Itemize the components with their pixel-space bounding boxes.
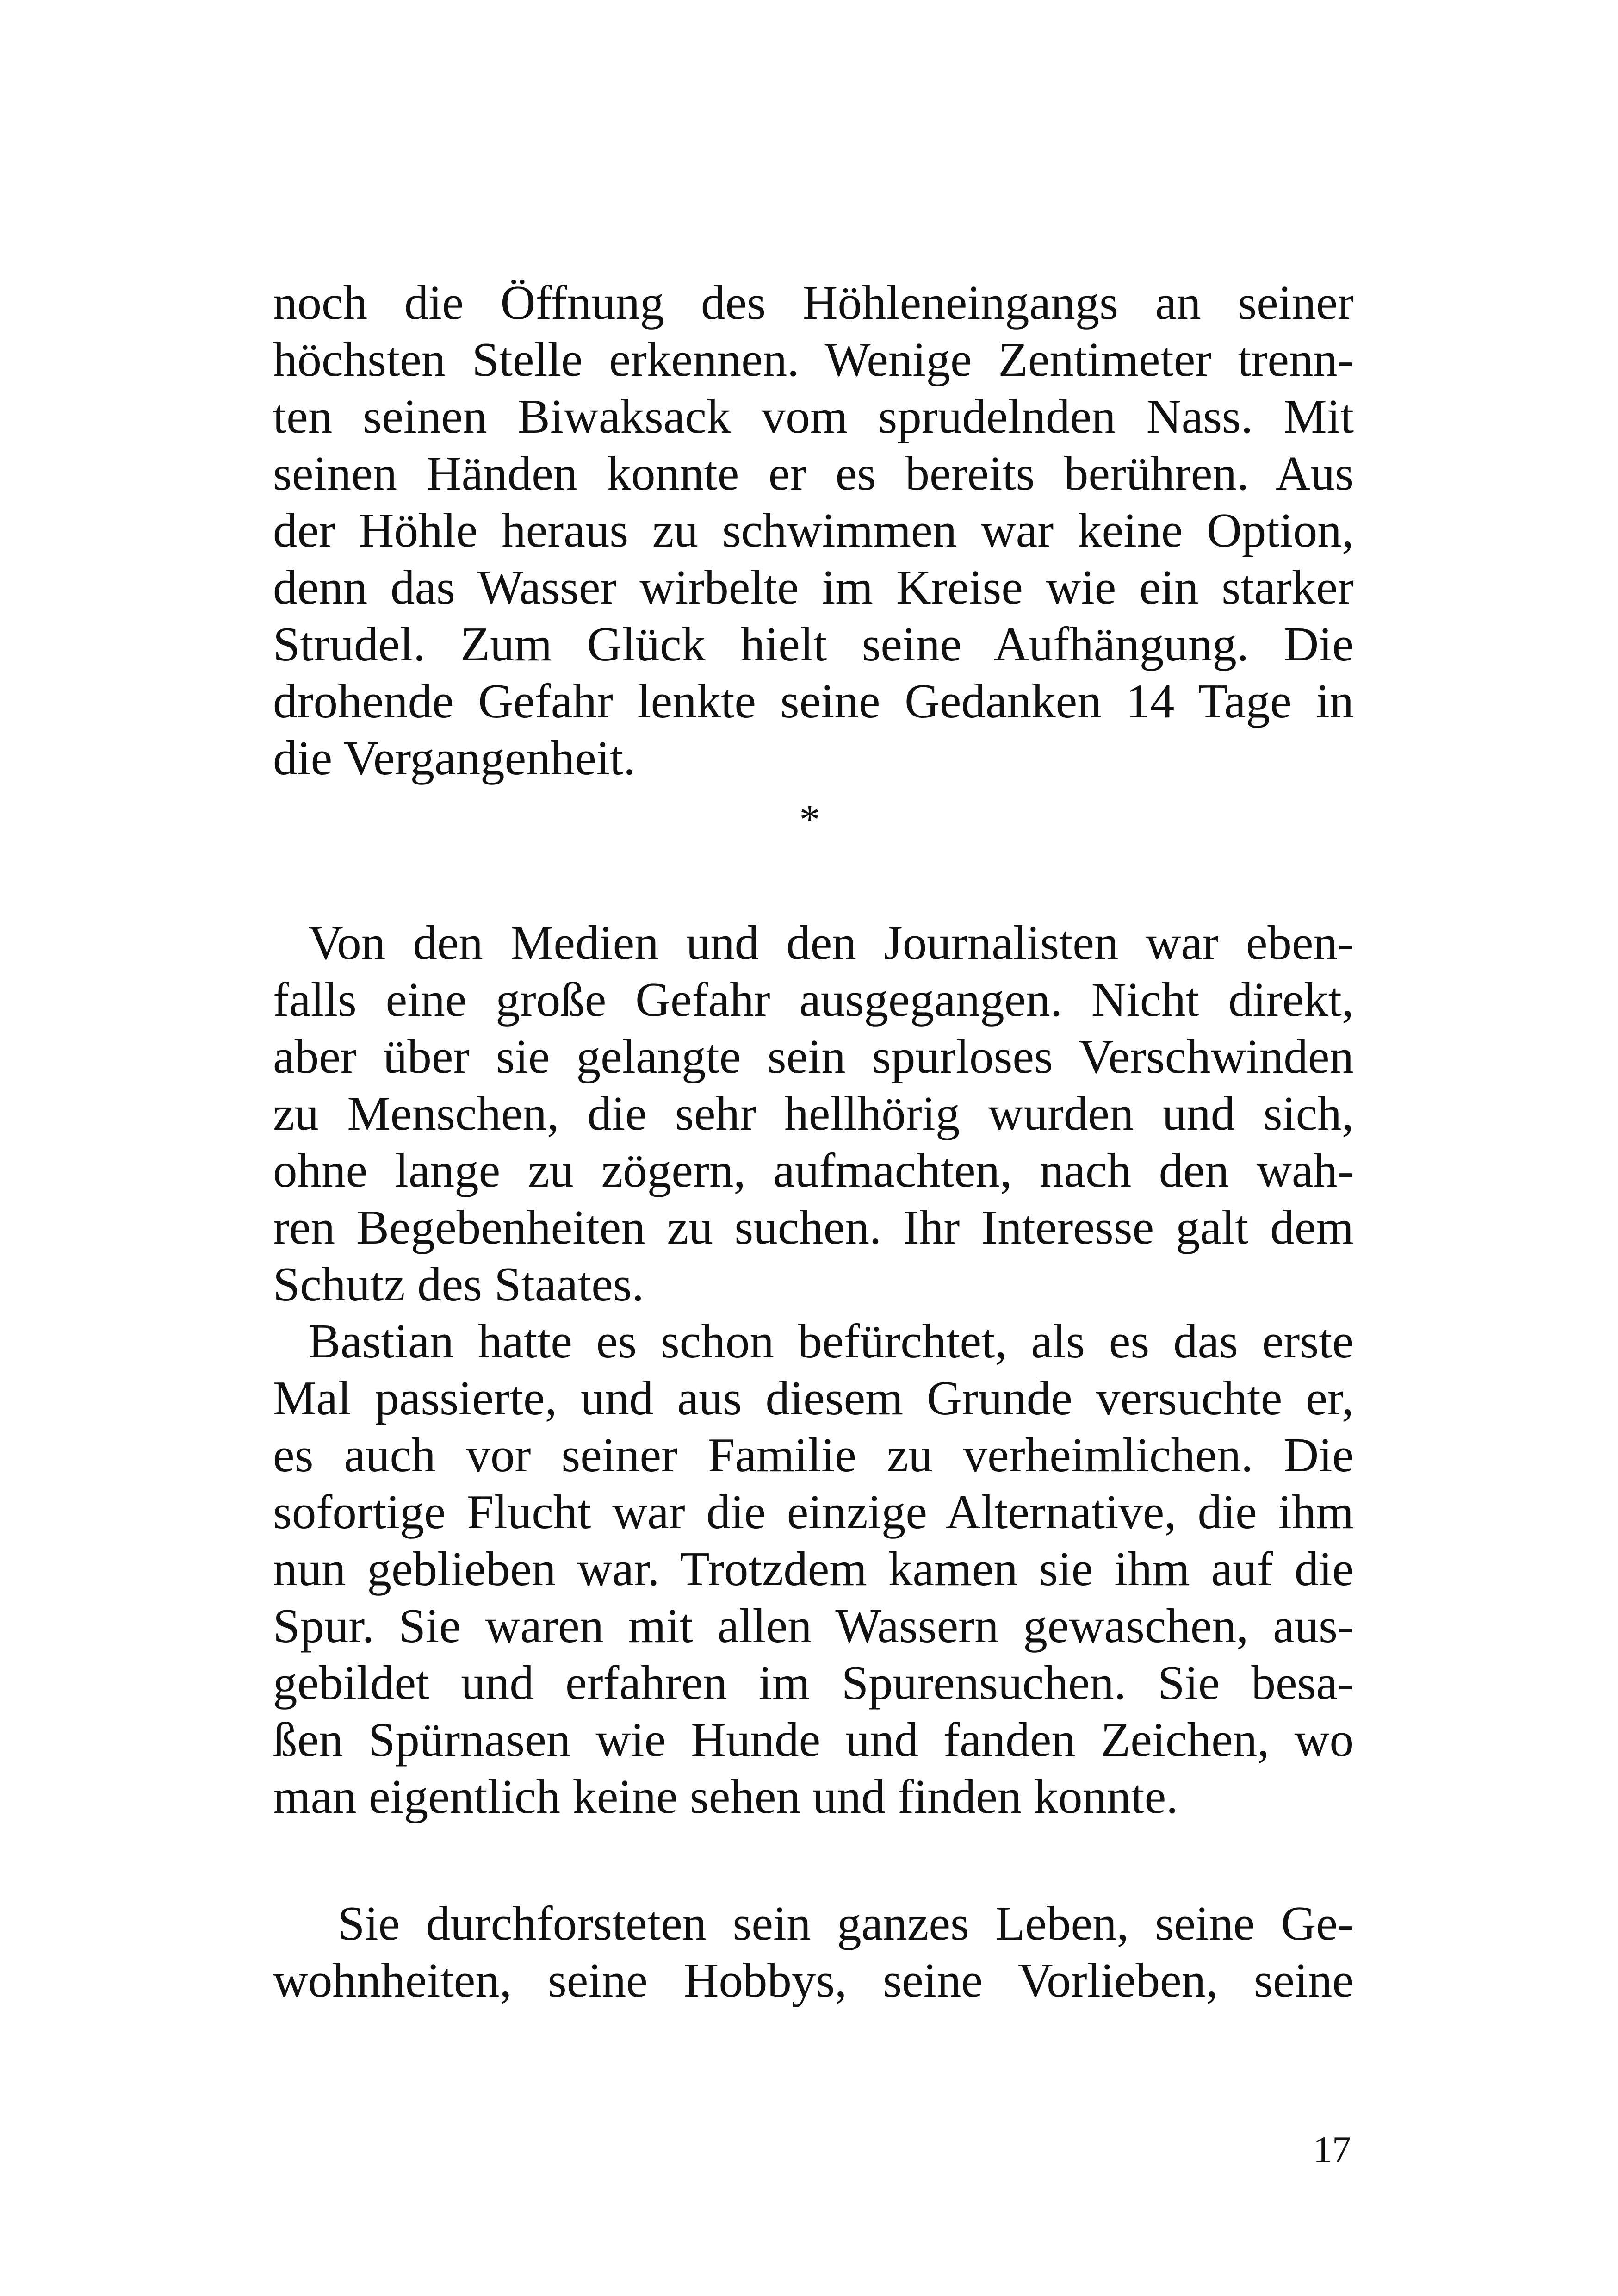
text-line: Schutz des Staates. [273, 1257, 644, 1311]
text-line: seinen Händen konnte er es bereits berühren. Aus [273, 446, 1354, 500]
text-line: denn das Wasser wirbelte im Kreise wie ein starker [273, 560, 1354, 614]
text-line: ten seinen Biwaksack vom sprudelnden Nass. Mit [273, 389, 1354, 443]
text-line: Von den Medien und den Journalisten war eben- [308, 915, 1354, 970]
text-line: die Vergangenheit. [273, 731, 636, 785]
text-line: gebildet und erfahren im Spurensuchen. Sie besa- [273, 1655, 1354, 1710]
text-line: wohnheiten, seine Hobbys, seine Vorlieben, seine [273, 1953, 1354, 2007]
text-line: drohende Gefahr lenkte seine Gedanken 14 Tage in [273, 674, 1354, 728]
text-line: nun geblieben war. Trotzdem kamen sie ihm auf die [273, 1542, 1354, 1596]
text-line: ohne lange zu zögern, aufmachten, nach den wah- [273, 1143, 1354, 1197]
text-line: aber über sie gelangte sein spurloses Verschwinden [273, 1029, 1354, 1083]
text-line: Bastian hatte es schon befürchtet, als es das erste [308, 1314, 1354, 1368]
text-line: der Höhle heraus zu schwimmen war keine Option, [273, 503, 1354, 557]
paragraph-cave [273, 274, 1354, 786]
text-line: höchsten Stelle erkennen. Wenige Zentimeter trenn- [273, 332, 1354, 386]
text-line: es auch vor seiner Familie zu verheimlichen. Die [273, 1428, 1354, 1482]
text-line: ßen Spürnasen wie Hunde und fanden Zeichen, wo [273, 1712, 1354, 1767]
paragraph-media-section [273, 914, 1354, 1825]
text-line: Mal passierte, und aus diesem Grunde versuchte er, [273, 1371, 1354, 1425]
text-line: sofortige Flucht war die einzige Alternative, die ihm [273, 1485, 1354, 1539]
text-line: Spur. Sie waren mit allen Wassern gewaschen, aus- [273, 1599, 1354, 1653]
text-line: falls eine große Gefahr ausgegangen. Nicht direkt, [273, 972, 1354, 1027]
text-line: noch die Öffnung des Höhleneingangs an seiner [273, 275, 1354, 330]
text-line: Strudel. Zum Glück hielt seine Aufhängung. Die [273, 617, 1354, 671]
scene-break-asterisk: * [799, 797, 820, 843]
text-line: Sie durchforsteten sein ganzes Leben, seine Ge- [338, 1896, 1354, 1950]
text-line: man eigentlich keine sehen und finden konnte. [273, 1769, 1178, 1823]
text-line: zu Menschen, die sehr hellhörig wurden und sich, [273, 1086, 1354, 1140]
paragraph-investigation [273, 1895, 1354, 2009]
page-number: 17 [1313, 2128, 1351, 2171]
text-line: ren Begebenheiten zu suchen. Ihr Interesse galt dem [273, 1200, 1354, 1254]
